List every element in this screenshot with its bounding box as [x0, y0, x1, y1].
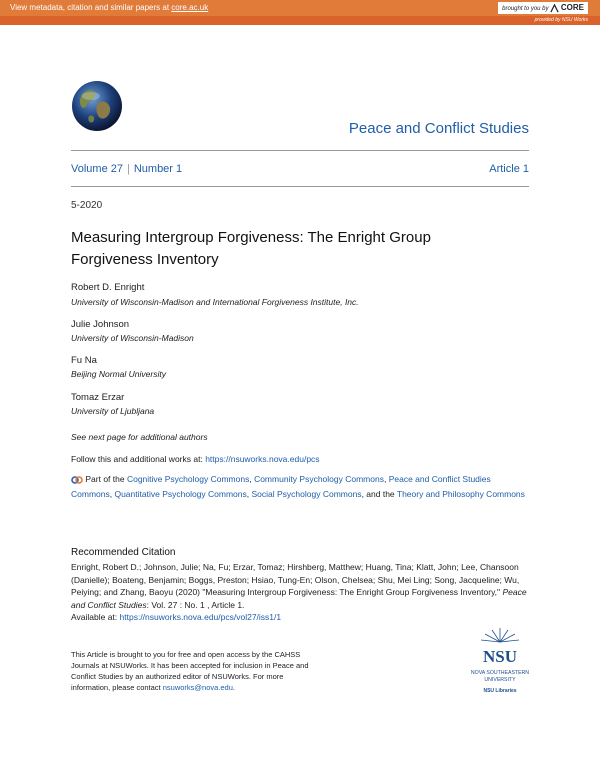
globe-logo [71, 80, 123, 132]
nsu-libraries-logo [465, 626, 535, 710]
core-logo-icon [550, 4, 559, 13]
contact-email-link[interactable]: nsuworks@nova.edu [162, 683, 233, 692]
commons-link[interactable]: Community Psychology Commons [254, 474, 384, 484]
follow-url-link[interactable]: https://nsuworks.nova.edu/pcs [205, 454, 320, 464]
author-name: Fu Na [71, 355, 97, 366]
author-name: Julie Johnson [71, 319, 130, 330]
author-name: Robert D. Enright [71, 282, 145, 293]
journal-title[interactable]: Peace and Conflict Studies [348, 120, 529, 137]
part-of-line: Part of the Cognitive Psychology Commons, Community Psychology Commons, Peace and Conflict Studies Commons, Quantitative Psychology Commons, Social Psychology Commons, and the Theory and Philosophy Commons [71, 474, 525, 499]
article-link[interactable]: Article 1 [489, 163, 529, 175]
author-affiliation: Beijing Normal University [71, 369, 166, 379]
commons-network-icon [71, 475, 83, 485]
see-next-page-note: See next page for additional authors [71, 432, 208, 442]
svg-text:NSU Libraries: NSU Libraries [483, 688, 517, 694]
svg-text:NSU: NSU [482, 647, 518, 666]
number-link[interactable]: Number 1 [133, 163, 183, 175]
commons-link[interactable]: Quantitative Psychology Commons [114, 489, 247, 499]
commons-link[interactable]: Cognitive Psychology Commons [126, 474, 250, 484]
commons-link[interactable]: Social Psychology Commons [251, 489, 362, 499]
publication-date: 5-2020 [71, 200, 103, 211]
provided-by-bar: provided by NSU Works [0, 16, 600, 25]
access-note: This Article is brought to you for free and open access by the CAHSS Journals at NSUWorks. It has been accepted for inclusion in Peace and Conflict Studies by an authorized editor of NSUWorks. For more information, please contact nsuworks@nova.edu. [71, 650, 309, 692]
divider [71, 150, 529, 151]
author-name: Tomaz Erzar [71, 392, 125, 403]
article-url-link[interactable]: https://nsuworks.nova.edu/pcs/vol27/iss1/1 [119, 612, 282, 622]
core-badge[interactable]: brought to you by CORE [498, 2, 588, 14]
recommended-citation-heading: Recommended Citation [71, 547, 176, 558]
paper-title: Measuring Intergroup Forgiveness: The Enright Group Forgiveness Inventory [71, 229, 431, 268]
divider [71, 186, 529, 187]
author-affiliation: University of Ljubljana [71, 406, 155, 416]
recommended-citation-text: Enright, Robert D.; Johnson, Julie; Na, Fu; Erzar, Tomaz; Hirshberg, Matthew; Huang, Tina; Klatt, John; Lee, Chansoon (Danielle); Boateng, Benjamin; Boggs, Preston; Hsiao, Tung-En; Olson, Chelsea; Shu, Mei Ling; Song, Jacqueline; Wu, Peiying; and Zhang, Baoyu (2020) "Measuring Intergroup Forgiveness: The Enright Group Forgiveness Inventory," Peace and Conflict Studies: Vol. 27 : No. 1 , Article 1. Available at: https://nsuworks.nova.edu/pcs/vol27/iss1/1 [71, 562, 527, 622]
follow-line: Follow this and additional works at: https://nsuworks.nova.edu/pcs [71, 454, 320, 464]
svg-text:NOVA SOUTHEASTERN: NOVA SOUTHEASTERN [470, 670, 530, 676]
volume-link[interactable]: Volume 27 [71, 163, 123, 175]
commons-link[interactable]: Theory and Philosophy Commons [396, 489, 525, 499]
author-affiliation: University of Wisconsin-Madison [71, 333, 194, 343]
metadata-link[interactable]: View metadata, citation and similar papers at core.ac.uk [10, 3, 209, 12]
commons-link[interactable]: Peace and Conflict Studies Commons [71, 474, 491, 499]
svg-text:UNIVERSITY: UNIVERSITY [484, 677, 516, 683]
volume-issue: Volume 27 | Number 1 [71, 163, 183, 175]
author-affiliation: University of Wisconsin-Madison and International Forgiveness Institute, Inc. [71, 297, 359, 307]
